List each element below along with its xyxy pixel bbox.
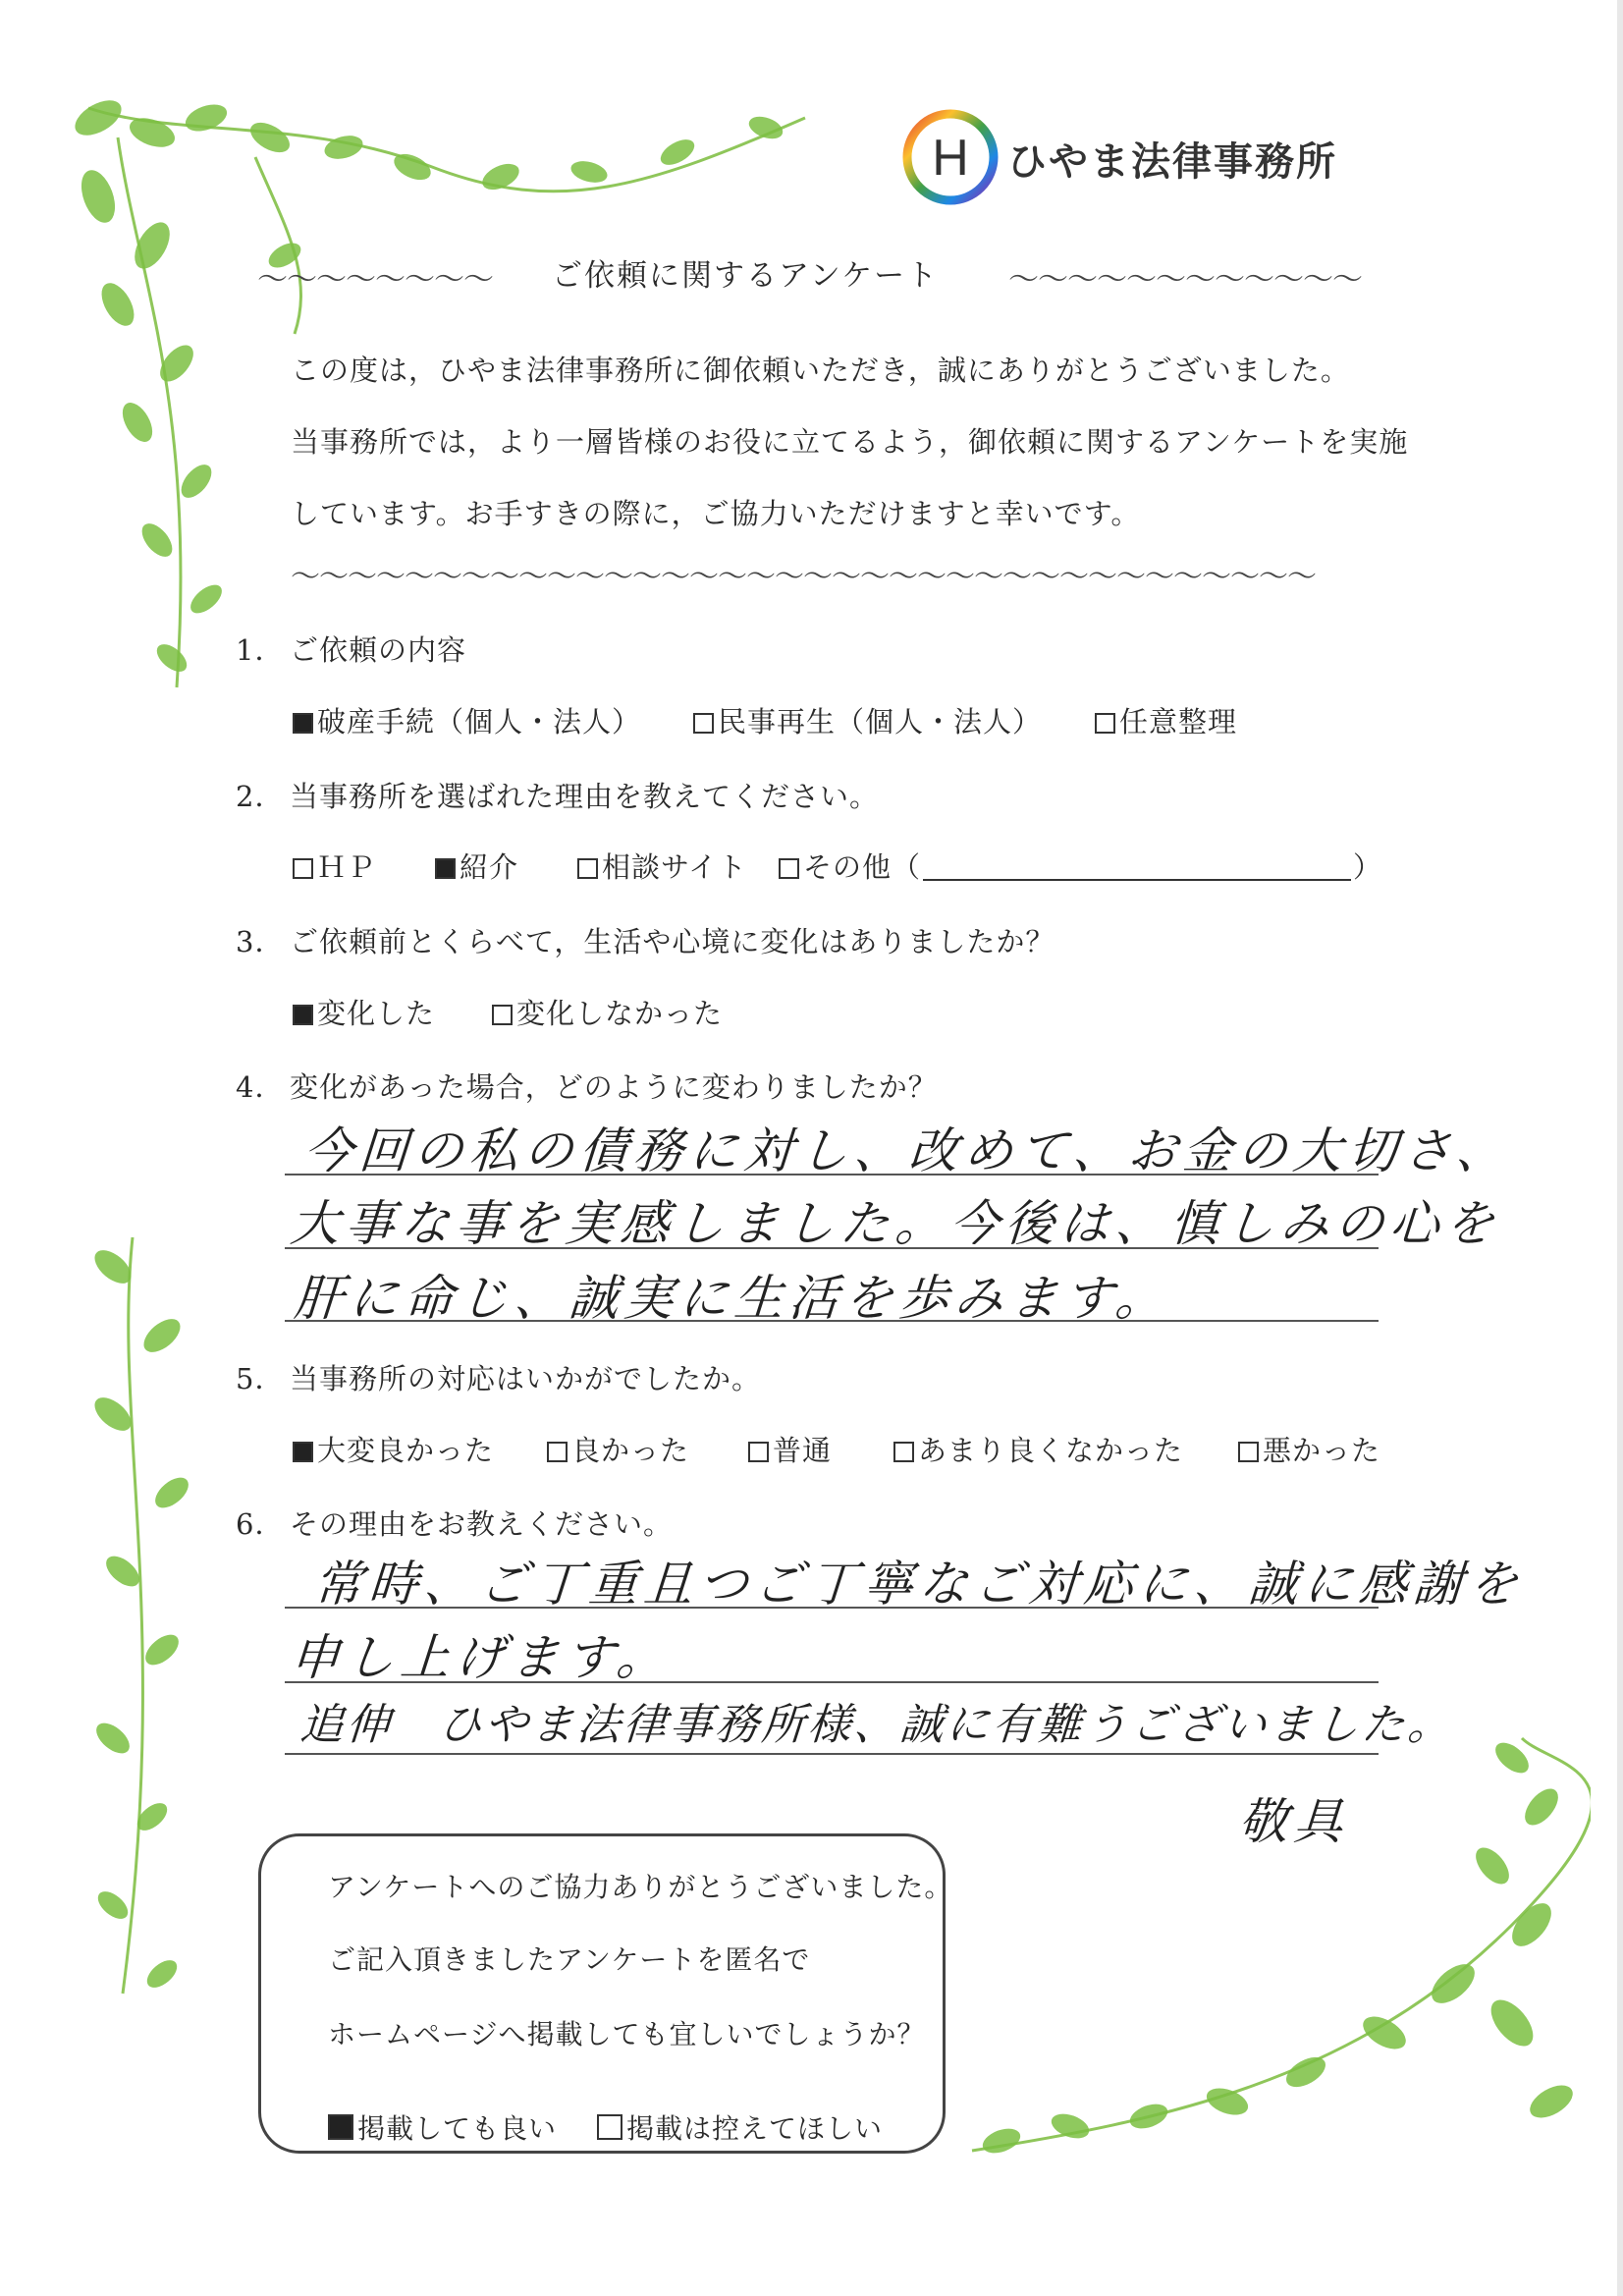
q5-option-normal[interactable] xyxy=(748,1429,832,1469)
question-text: 当事務所を選ばれた理由を教えてください。 xyxy=(290,780,880,813)
checkbox[interactable] xyxy=(1238,1442,1259,1462)
checkbox-checked[interactable] xyxy=(293,1005,313,1025)
option-label: 良かった xyxy=(571,1434,690,1467)
q2-close-paren: ） xyxy=(1353,850,1383,884)
q5-option-very-good[interactable] xyxy=(293,1429,494,1469)
question-number: 3． xyxy=(236,925,285,958)
q2-option-referral[interactable] xyxy=(435,846,518,886)
option-label: 相談サイト xyxy=(602,850,747,884)
answer-rule xyxy=(285,1607,1379,1609)
question-text: 変化があった場合，どのように変わりましたか？ xyxy=(290,1070,938,1104)
intro-line-2: 当事務所では，より一層皆様のお役に立てるよう，御依頼に関するアンケートを実施 xyxy=(291,425,1409,459)
checkbox-checked[interactable] xyxy=(328,2114,353,2140)
checkbox[interactable] xyxy=(492,1005,513,1025)
logo-letter: H xyxy=(932,130,969,187)
q1-option-bankruptcy[interactable] xyxy=(293,700,641,740)
question-6 xyxy=(236,1503,673,1543)
intro-wave-divider: 〜〜〜〜〜〜〜〜〜〜〜〜〜〜〜〜〜〜〜〜〜〜〜〜〜〜〜〜〜〜〜〜〜〜〜〜 xyxy=(291,560,1316,594)
question-text: ご依頼の内容 xyxy=(290,633,467,667)
consent-option-decline[interactable] xyxy=(597,2107,883,2147)
checkbox[interactable] xyxy=(779,858,799,879)
footer-line-1: アンケートへのご協力ありがとうございました。 xyxy=(328,1871,953,1903)
q6-answer-line-1: 常時、ご丁重且つご丁寧なご対応に、誠に感謝を xyxy=(311,1556,1526,1613)
q6-closing: 敬具 xyxy=(1236,1793,1351,1850)
question-number: 6． xyxy=(236,1507,285,1541)
title-wave-right: 〜〜〜〜〜〜〜〜〜〜〜〜 xyxy=(1008,262,1362,298)
q4-answer-line-1: 今回の私の債務に対し、改めて、お金の大切さ、 xyxy=(301,1122,1513,1179)
footer-line-3: ホームページへ掲載しても宜しいでしょうか？ xyxy=(328,2018,926,2050)
q1-option-voluntary-arrangement[interactable] xyxy=(1095,700,1237,740)
option-label: 悪かった xyxy=(1263,1434,1381,1467)
checkbox[interactable] xyxy=(293,858,313,879)
checkbox-checked[interactable] xyxy=(293,1442,313,1462)
consent-option-allow[interactable] xyxy=(328,2107,557,2147)
checkbox-checked[interactable] xyxy=(293,713,313,734)
question-number: 5． xyxy=(236,1362,285,1395)
q5-option-good[interactable] xyxy=(547,1429,689,1469)
q5-option-not-so-good[interactable] xyxy=(893,1429,1183,1469)
q4-answer-line-2: 大事な事を実感しました。今後は、慎しみの心を xyxy=(288,1195,1502,1252)
checkbox[interactable] xyxy=(1095,713,1115,734)
option-label: あまり良くなかった xyxy=(918,1434,1184,1467)
vine-decoration-top-left xyxy=(59,79,844,717)
question-text: 当事務所の対応はいかがでしたか。 xyxy=(290,1362,762,1395)
q2-other-input-line[interactable] xyxy=(923,879,1351,881)
option-label: 任意整理 xyxy=(1119,705,1238,738)
option-label: 破産手続（個人・法人） xyxy=(317,705,642,738)
q2-option-hp[interactable] xyxy=(293,846,376,886)
q3-option-changed[interactable] xyxy=(293,992,435,1032)
answer-rule xyxy=(285,1174,1379,1175)
answer-rule xyxy=(285,1320,1379,1322)
option-label: 紹介 xyxy=(460,850,519,884)
checkbox-checked[interactable] xyxy=(435,858,456,879)
question-text: ご依頼前とくらべて，生活や心境に変化はありましたか？ xyxy=(290,925,1055,958)
checkbox[interactable] xyxy=(748,1442,769,1462)
q2-option-other[interactable] xyxy=(779,846,921,886)
q2-option-consult-site[interactable] xyxy=(577,846,747,886)
question-number: 2． xyxy=(236,780,285,813)
checkbox[interactable] xyxy=(893,1442,914,1462)
q6-answer-line-2: 申し上げます。 xyxy=(288,1629,674,1686)
q6-answer-line-3: 追伸 ひやま法律事務所様、誠に有難うございました。 xyxy=(298,1700,1456,1750)
option-label: 民事再生（個人・法人） xyxy=(718,705,1043,738)
intro-line-3: しています。お手すきの際に，ご協力いただけますと幸いです。 xyxy=(291,497,1141,530)
option-label: 大変良かった xyxy=(317,1434,495,1467)
checkbox[interactable] xyxy=(547,1442,568,1462)
vine-decoration-left-middle xyxy=(54,1228,231,2013)
survey-title: ご依頼に関するアンケート xyxy=(552,258,940,294)
survey-title-row xyxy=(257,250,1362,300)
firm-name: ひやま法律事務所 xyxy=(1007,138,1337,185)
checkbox[interactable] xyxy=(693,713,714,734)
question-number: 1． xyxy=(236,633,285,667)
intro-line-1: この度は，ひやま法律事務所に御依頼いただき，誠にありがとうございました。 xyxy=(291,354,1350,387)
q4-answer-line-3: 肝に命じ、誠実に生活を歩みます。 xyxy=(292,1270,1172,1327)
option-label: 普通 xyxy=(773,1434,833,1467)
checkbox[interactable] xyxy=(577,858,598,879)
option-label: 変化した xyxy=(317,997,436,1030)
q5-option-bad[interactable] xyxy=(1238,1429,1380,1469)
question-text: その理由をお教えください。 xyxy=(290,1507,674,1541)
option-label: 変化しなかった xyxy=(516,997,724,1030)
answer-rule xyxy=(285,1753,1379,1755)
option-label: 掲載しても良い xyxy=(357,2112,558,2145)
option-label: 掲載は控えてほしい xyxy=(626,2112,884,2145)
question-5 xyxy=(236,1357,761,1397)
question-number: 4． xyxy=(236,1070,285,1104)
question-3 xyxy=(236,920,1055,960)
question-1 xyxy=(236,629,466,669)
firm-logo-icon xyxy=(901,108,1000,206)
option-label: ＨＰ xyxy=(317,850,377,884)
answer-rule xyxy=(285,1247,1379,1249)
option-label: その他（ xyxy=(803,850,922,884)
q1-option-civil-rehabilitation[interactable] xyxy=(693,700,1042,740)
answer-rule xyxy=(285,1681,1379,1683)
title-wave-left: 〜〜〜〜〜〜〜〜 xyxy=(257,262,493,298)
question-2 xyxy=(236,775,879,815)
q3-option-not-changed[interactable] xyxy=(492,992,723,1032)
checkbox[interactable] xyxy=(597,2114,622,2140)
question-4 xyxy=(236,1066,938,1106)
footer-line-2: ご記入頂きましたアンケートを匿名で xyxy=(328,1943,811,1976)
